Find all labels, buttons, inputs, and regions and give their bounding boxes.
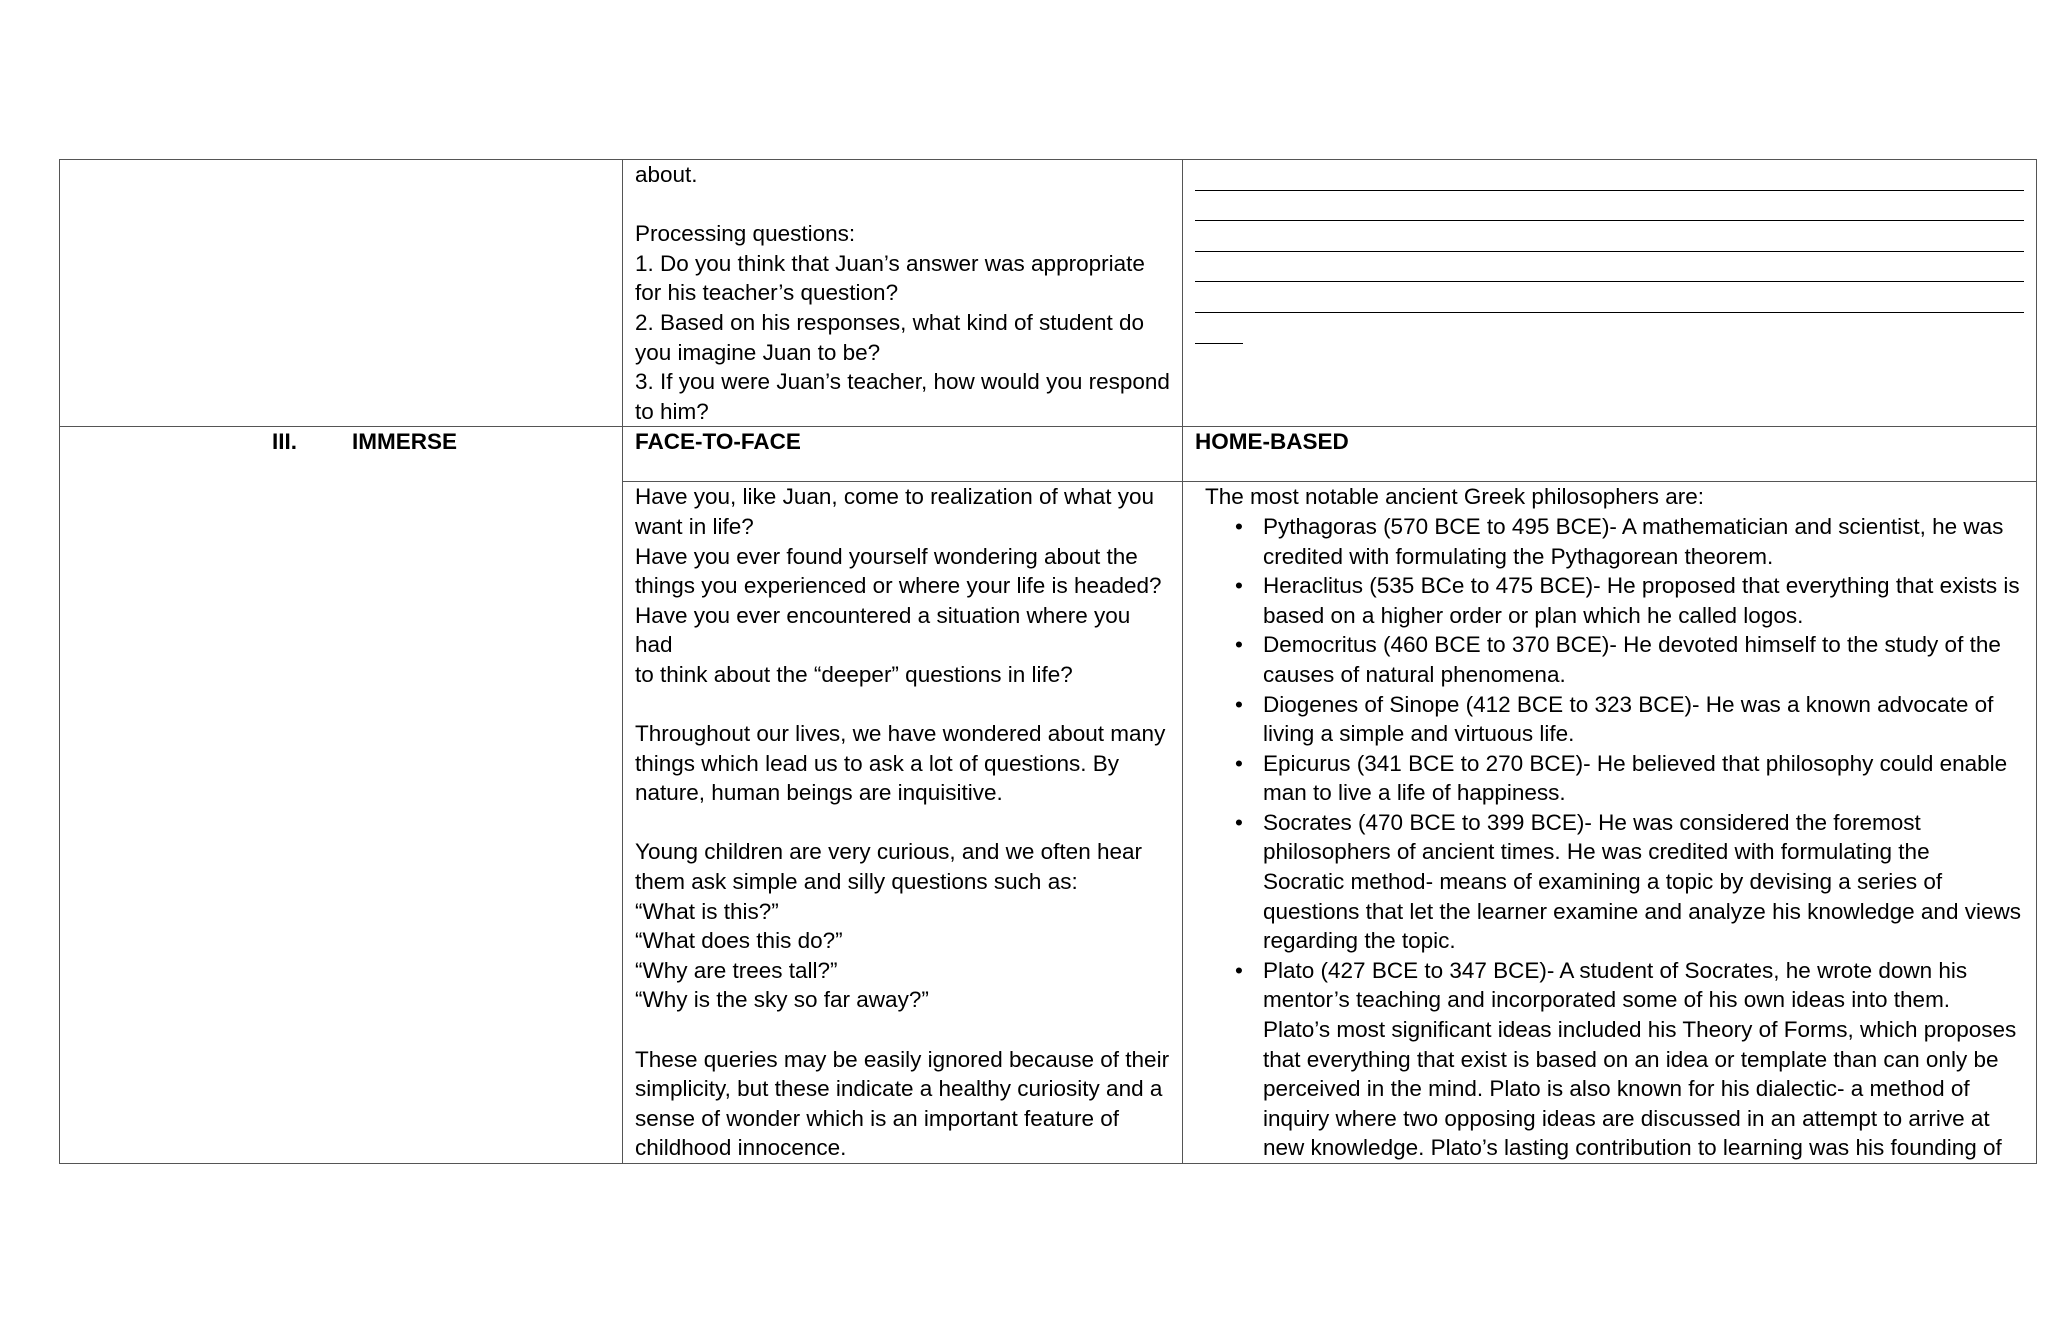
philosopher-item <box>1195 571 2024 630</box>
philosopher-text-line: perceived in the mind. Plato is also known for his dialectic- a method of <box>1263 1076 1970 1102</box>
philosopher-text-line: that everything that exist is based on an idea or template than can only be <box>1263 1046 1999 1072</box>
bullet-icon: • <box>1235 513 1243 539</box>
processing-questions-text <box>635 160 1170 426</box>
text-line: Have you ever encountered a situation where you had <box>635 602 1131 658</box>
bullet-icon: • <box>1235 632 1243 658</box>
philosopher-text-line: Democritus (460 BCE to 370 BCE)- He devoted himself to the study of the <box>1263 632 2001 658</box>
philosophers-list <box>1195 512 2024 1163</box>
processing-questions-cell <box>623 160 1183 427</box>
text-line: These queries may be easily ignored because of their <box>635 1046 1170 1072</box>
philosopher-text-line: mentor’s teaching and incorporated some of his own ideas into them. <box>1263 987 1951 1013</box>
text-line: “Why is the sky so far away?” <box>635 987 929 1013</box>
philosopher-item <box>1195 512 2024 571</box>
paragraph-gap <box>635 1015 1170 1045</box>
philosopher-text-line: questions that let the learner examine and analyze his knowledge and views <box>1263 898 2021 924</box>
text-line: “Why are trees tall?” <box>635 957 838 983</box>
home-based-label: HOME-BASED <box>1195 429 1349 455</box>
text-line: Processing questions: <box>635 221 856 247</box>
processing-questions-row <box>60 160 2037 427</box>
paragraph-gap <box>635 190 1170 220</box>
section-number: III. <box>272 429 298 455</box>
text-line: to think about the “deeper” questions in life? <box>635 661 1073 687</box>
face-to-face-label: FACE-TO-FACE <box>635 429 801 455</box>
answer-line[interactable] <box>1195 285 2024 313</box>
bullet-icon: • <box>1235 957 1243 983</box>
text-line: you imagine Juan to be? <box>635 339 881 365</box>
text-line: 1. Do you think that Juan’s answer was appropriate <box>635 250 1145 276</box>
philosopher-text-line: living a simple and virtuous life. <box>1263 721 1575 747</box>
answer-line[interactable] <box>1195 224 2024 252</box>
face-to-face-content-cell <box>623 482 1183 1164</box>
philosopher-text-line: based on a higher order or plan which he called logos. <box>1263 602 1804 628</box>
empty-section-cell <box>60 160 623 427</box>
text-line: “What does this do?” <box>635 928 843 954</box>
text-line: Young children are very curious, and we often hear <box>635 839 1142 865</box>
bullet-icon: • <box>1235 809 1243 835</box>
text-line: Have you ever found yourself wondering about the <box>635 543 1138 569</box>
philosopher-text-line: philosophers of ancient times. He was credited with formulating the <box>1263 839 1930 865</box>
text-line: childhood innocence. <box>635 1135 847 1161</box>
text-line: about. <box>635 162 698 187</box>
text-line: things you experienced or where your life is headed? <box>635 573 1162 599</box>
philosopher-text-line: new knowledge. Plato’s lasting contribution to learning was his founding of <box>1263 1135 2002 1161</box>
paragraph-gap <box>635 690 1170 720</box>
answer-lines-cell <box>1183 160 2037 427</box>
philosophers-intro: The most notable ancient Greek philosophers are: <box>1205 484 1705 510</box>
text-line: “What is this?” <box>635 898 779 924</box>
text-line: Throughout our lives, we have wondered about many <box>635 721 1166 747</box>
text-line: them ask simple and silly questions such as: <box>635 869 1078 895</box>
philosopher-text-line: Socratic method- means of examining a topic by devising a series of <box>1263 869 1943 895</box>
philosopher-text-line: inquiry where two opposing ideas are discussed in an attempt to arrive at <box>1263 1105 1990 1131</box>
section-title <box>72 427 610 457</box>
bullet-icon: • <box>1235 691 1243 717</box>
text-line: nature, human beings are inquisitive. <box>635 780 1003 806</box>
answer-line[interactable] <box>1195 163 2024 191</box>
philosopher-item <box>1195 630 2024 689</box>
text-line: Have you, like Juan, come to realization of what you <box>635 484 1155 510</box>
home-based-content-cell <box>1183 482 2037 1164</box>
bullet-icon: • <box>1235 750 1243 776</box>
philosopher-text-line: Diogenes of Sinope (412 BCE to 323 BCE)- He was a known advocate of <box>1263 691 1994 717</box>
philosopher-text-line: Plato’s most significant ideas included his Theory of Forms, which proposes <box>1263 1017 2017 1043</box>
philosopher-text-line: Socrates (470 BCE to 399 BCE)- He was considered the foremost <box>1263 809 1921 835</box>
text-line: 3. If you were Juan’s teacher, how would you respond <box>635 369 1170 395</box>
section-header-row <box>60 427 2037 482</box>
text-line: to him? <box>635 398 709 424</box>
philosopher-text-line: Epicurus (341 BCE to 270 BCE)- He believed that philosophy could enable <box>1263 750 2008 776</box>
philosopher-text-line: causes of natural phenomena. <box>1263 661 1566 687</box>
philosopher-text-line: Plato (427 BCE to 347 BCE)- A student of Socrates, he wrote down his <box>1263 957 1968 983</box>
philosopher-item <box>1195 749 2024 808</box>
section-label-cell <box>60 427 623 1164</box>
face-to-face-text <box>635 482 1170 1163</box>
text-line: simplicity, but these indicate a healthy curiosity and a <box>635 1076 1163 1102</box>
section-name: IMMERSE <box>352 429 458 455</box>
philosopher-item <box>1195 690 2024 749</box>
text-line: sense of wonder which is an important feature of <box>635 1105 1120 1131</box>
face-to-face-header <box>623 427 1183 482</box>
answer-line[interactable] <box>1195 193 2024 221</box>
paragraph-gap <box>635 808 1170 838</box>
philosopher-item <box>1195 808 2024 956</box>
philosopher-text-line: man to live a life of happiness. <box>1263 780 1566 806</box>
text-line: 2. Based on his responses, what kind of student do <box>635 309 1145 335</box>
text-line: things which lead us to ask a lot of questions. By <box>635 750 1120 776</box>
philosopher-text-line: Heraclitus (535 BCe to 475 BCE)- He proposed that everything that exists is <box>1263 573 2020 599</box>
bullet-icon: • <box>1235 573 1243 599</box>
answer-line-short[interactable] <box>1195 316 1243 344</box>
philosopher-text-line: Pythagoras (570 BCE to 495 BCE)- A mathematician and scientist, he was <box>1263 513 2004 539</box>
philosopher-item <box>1195 956 2024 1163</box>
answer-line[interactable] <box>1195 254 2024 282</box>
text-line: for his teacher’s question? <box>635 280 899 306</box>
philosopher-text-line: regarding the topic. <box>1263 928 1456 954</box>
lesson-plan-table <box>59 159 2037 1164</box>
philosopher-text-line: credited with formulating the Pythagorean theorem. <box>1263 543 1774 569</box>
home-based-header <box>1183 427 2037 482</box>
text-line: want in life? <box>635 513 754 539</box>
